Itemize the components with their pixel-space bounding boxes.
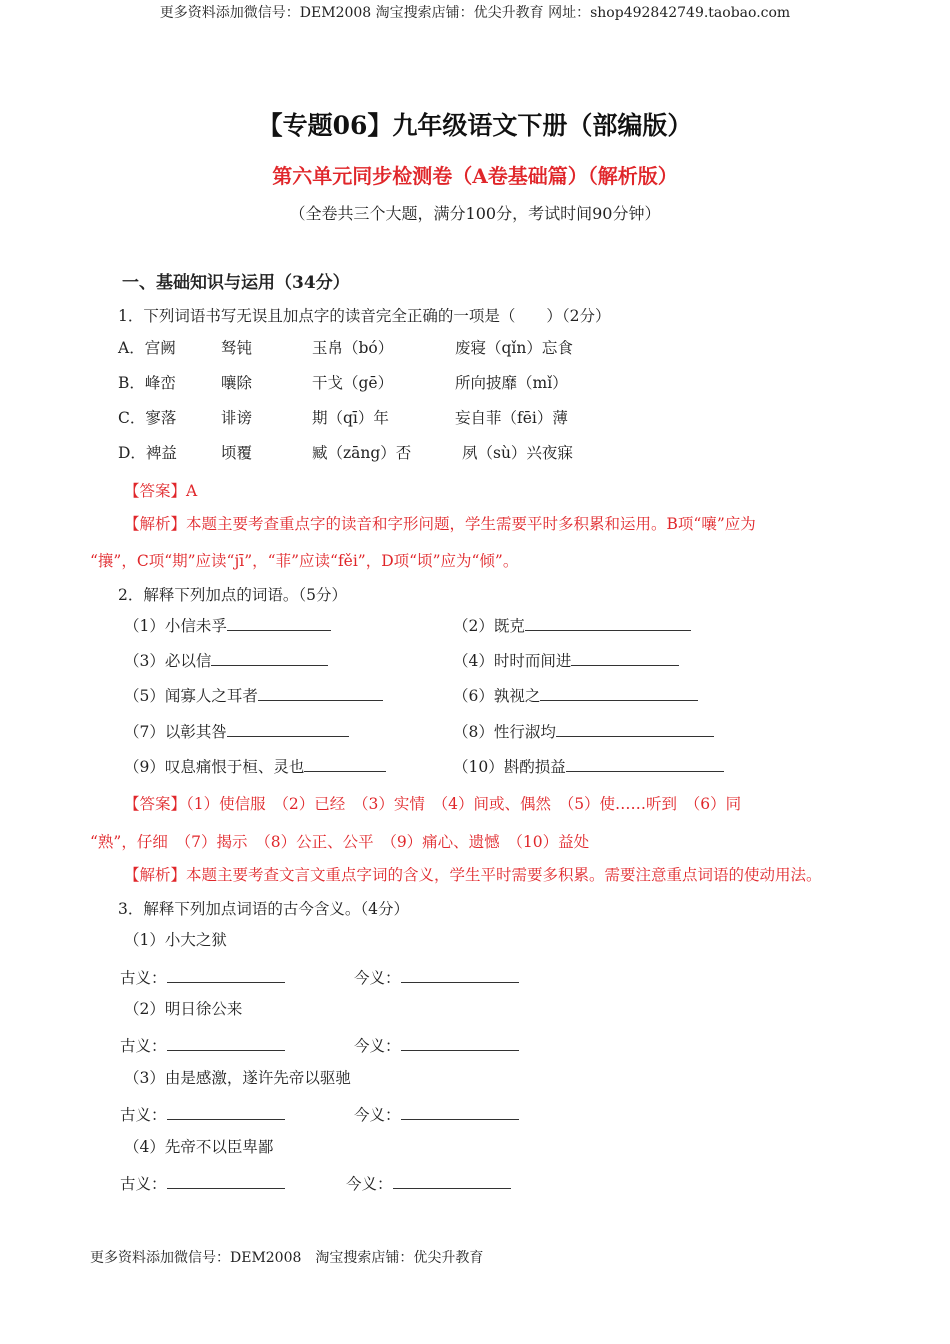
item-text: （2）既克 (453, 617, 525, 635)
option-label: D．裨益 (118, 444, 177, 462)
item-text: （7）以彰其咎 (124, 723, 227, 741)
option-word: 干戈（gē） (312, 374, 394, 392)
answer-blank[interactable] (304, 757, 386, 772)
option-word: 顷覆 (221, 444, 253, 462)
q2-item (124, 684, 383, 706)
q2-answer-cont: “熟”，仔细 （7）揭示 （8）公正、公平 （9）痛心、遗憾 （10）益处 (90, 833, 590, 851)
option-word: 臧（zāng）否 (312, 444, 412, 462)
analysis-tag: 【解析】 (124, 515, 187, 533)
jin-yi-row (354, 1034, 519, 1056)
answer-blank[interactable] (556, 722, 714, 737)
option-word: 夙（sù）兴夜寐 (462, 444, 573, 462)
item-text: （8）性行淑均 (453, 723, 556, 741)
answer-blank[interactable] (211, 651, 328, 666)
jin-label: 今义： (354, 969, 401, 987)
gu-yi-row (120, 1034, 285, 1056)
answer-blank[interactable] (571, 651, 679, 666)
q2-answer: 【答案】（1）使信服 （2）已经 （3）实情 （4）间或、偶然 （5）使……听到 （6）同 (124, 795, 742, 813)
q1-stem: 1．下列词语书写无误且加点字的读音完全正确的一项是（ ）（2分） (118, 307, 611, 325)
item-text: （4）时时而间进 (453, 652, 572, 670)
option-word: 玉帛（bó） (312, 339, 394, 357)
analysis-text: 本题主要考查文言文重点字词的含义，学生平时需要多积累。需要注意重点词语的使动用法。 (186, 866, 822, 884)
gu-label: 古义： (120, 1175, 167, 1193)
analysis-text: 本题主要考查重点字的读音和字形问题，学生需要平时多积累和运用。B项“嚷”应为 (186, 515, 756, 533)
option-word: 期（qī）年 (312, 409, 389, 427)
answer-blank[interactable] (227, 616, 331, 631)
answer-blank[interactable] (401, 1105, 519, 1120)
page-subtitle: 第六单元同步检测卷（A卷基础篇）（解析版） (272, 164, 678, 188)
gu-label: 古义： (120, 1037, 167, 1055)
option-word: 诽谤 (221, 409, 253, 427)
answer-blank[interactable] (393, 1174, 511, 1189)
page-footer: 更多资料添加微信号：DEM2008 淘宝搜索店铺：优尖升教育 (90, 1250, 484, 1266)
q2-item (453, 684, 698, 706)
answer-blank[interactable] (401, 1036, 519, 1051)
q2-item (453, 755, 724, 777)
answer-blank[interactable] (525, 616, 691, 631)
jin-label: 今义： (354, 1037, 401, 1055)
q2-item (453, 720, 714, 742)
answer-blank[interactable] (566, 757, 724, 772)
jin-yi-row (346, 1172, 511, 1194)
gu-yi-row (120, 1103, 285, 1125)
item-text: （5）闻寡人之耳者 (124, 687, 258, 705)
q2-analysis (124, 863, 822, 885)
analysis-tag: 【解析】 (124, 866, 187, 884)
gu-label: 古义： (120, 969, 167, 987)
answer-blank[interactable] (167, 1036, 285, 1051)
q2-item (124, 720, 349, 742)
option-label: C．寥落 (118, 409, 177, 427)
q2-item (124, 614, 331, 636)
option-word: 废寝（qǐn）忘食 (455, 339, 573, 357)
answer-blank[interactable] (167, 968, 285, 983)
exam-note: （全卷共三个大题，满分100分，考试时间90分钟） (289, 204, 661, 223)
answer-blank[interactable] (540, 686, 698, 701)
item-text: （3）必以信 (124, 652, 212, 670)
item-text: （9）叹息痛恨于桓、灵也 (124, 758, 305, 776)
item-text: （6）孰视之 (453, 687, 541, 705)
option-label: A．宫阙 (118, 339, 176, 357)
item-text: （10）斟酌损益 (453, 758, 566, 776)
option-label: B．峰峦 (118, 374, 176, 392)
q3-item: （4）先帝不以臣卑鄙 (124, 1138, 274, 1156)
option-word: 妄自菲（fēi）薄 (455, 409, 568, 427)
gu-label: 古义： (120, 1106, 167, 1124)
q3-stem: 3．解释下列加点词语的古今含义。（4分） (118, 900, 409, 918)
answer-blank[interactable] (401, 968, 519, 983)
q2-item (124, 649, 328, 671)
q3-item: （2）明日徐公来 (124, 1000, 243, 1018)
option-word: 所向披靡（mǐ） (455, 374, 568, 392)
jin-label: 今义： (354, 1106, 401, 1124)
q2-item (453, 649, 679, 671)
jin-label: 今义： (346, 1175, 393, 1193)
section-heading: 一、基础知识与运用（34分） (122, 273, 350, 293)
page-header: 更多资料添加微信号：DEM2008 淘宝搜索店铺：优尖升教育 网址：shop492842749.taobao.com (159, 5, 791, 21)
q1-answer: 【答案】A (124, 482, 198, 500)
q2-item (453, 614, 691, 636)
answer-blank[interactable] (167, 1105, 285, 1120)
jin-yi-row (354, 966, 519, 988)
jin-yi-row (354, 1103, 519, 1125)
q2-item (124, 755, 386, 777)
gu-yi-row (120, 1172, 285, 1194)
q3-item: （3）由是感激，遂许先帝以驱驰 (124, 1069, 351, 1087)
answer-blank[interactable] (167, 1174, 285, 1189)
option-word: 嚷除 (221, 374, 253, 392)
answer-blank[interactable] (258, 686, 383, 701)
answer-blank[interactable] (227, 722, 349, 737)
q1-analysis-cont: “攘”，C项“期”应读“jī”，“菲”应读“fěi”，D项“顷”应为“倾”。 (90, 552, 519, 570)
option-word: 驽钝 (221, 339, 253, 357)
q1-analysis (124, 512, 756, 534)
gu-yi-row (120, 966, 285, 988)
q3-item: （1）小大之狱 (124, 931, 227, 949)
page-title: 【专题06】九年级语文下册（部编版） (257, 111, 693, 140)
q2-stem: 2．解释下列加点的词语。（5分） (118, 586, 347, 604)
item-text: （1）小信未孚 (124, 617, 227, 635)
